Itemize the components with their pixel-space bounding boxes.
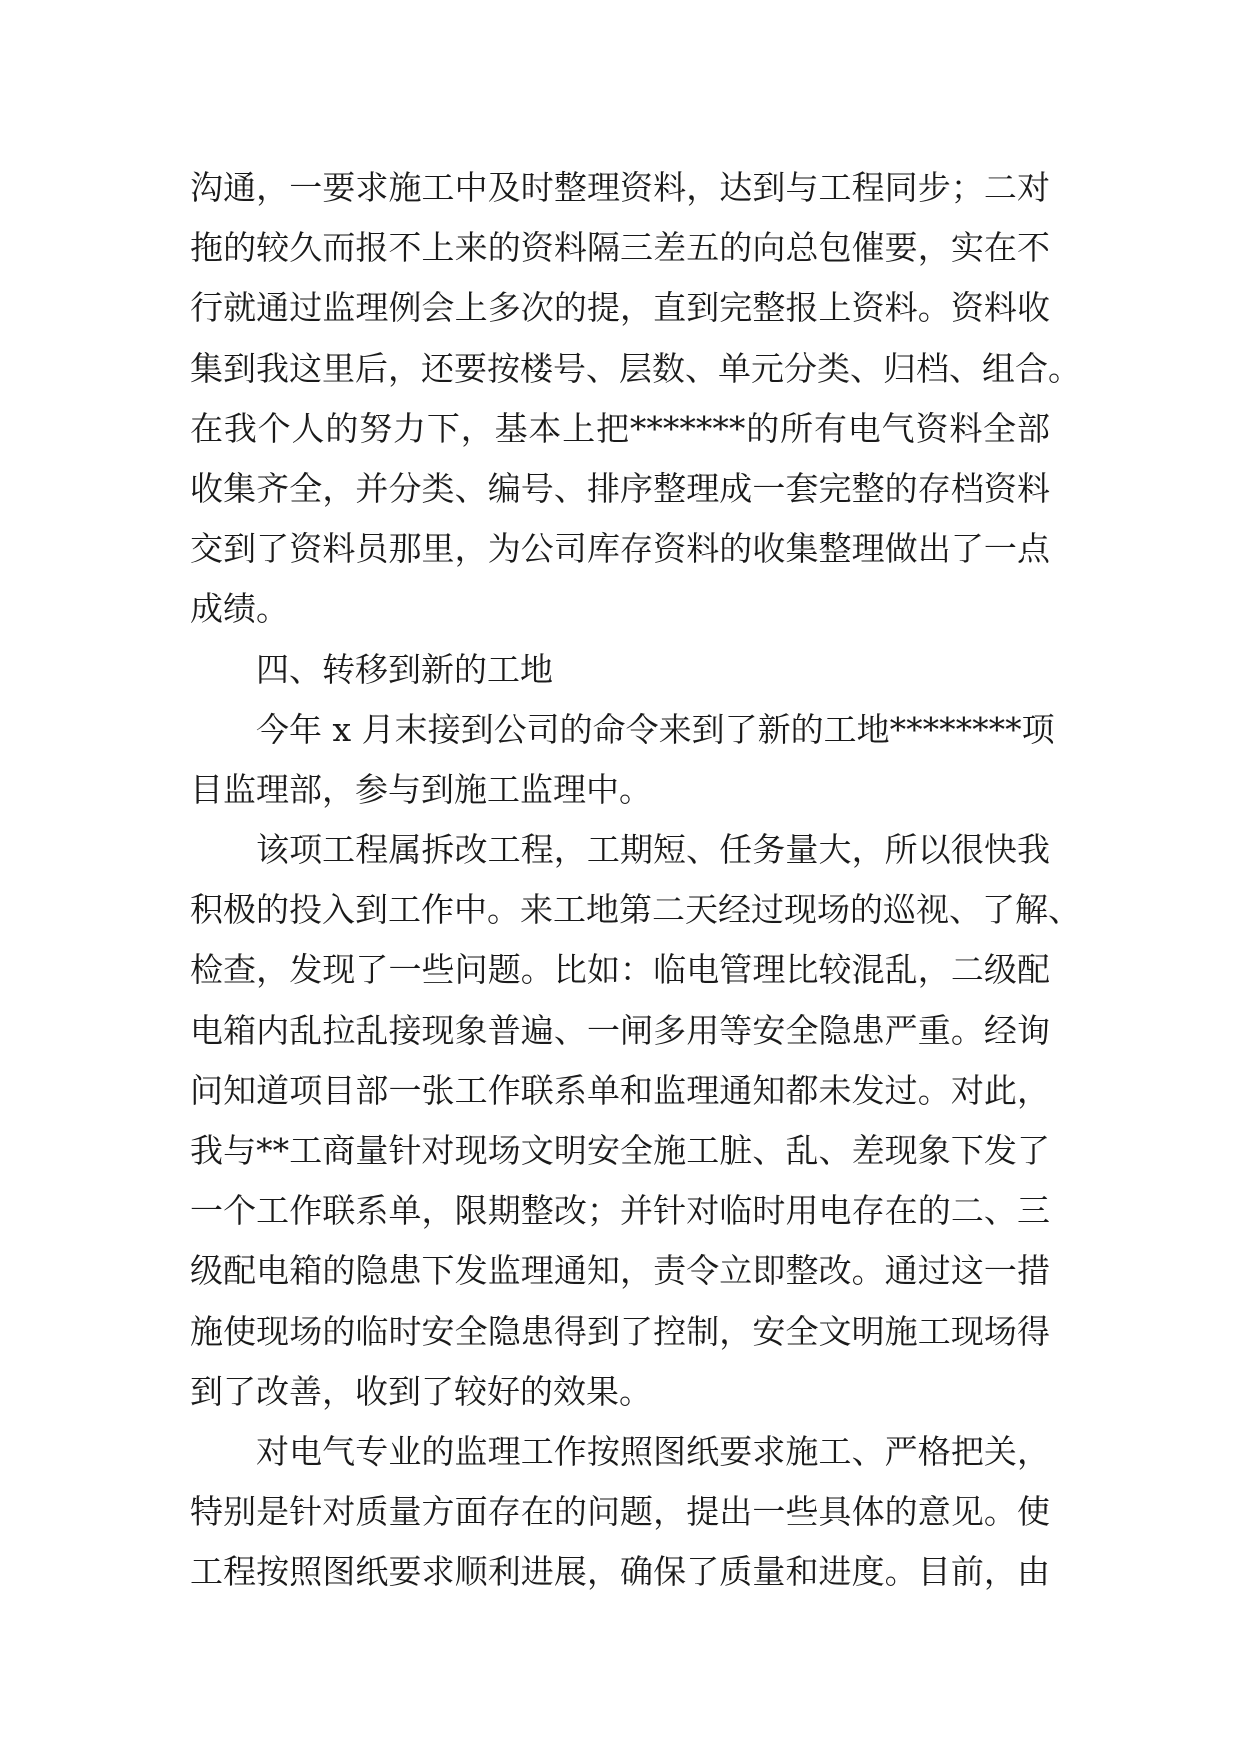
text-line: 目监理部，参与到施工监理中。 — [190, 769, 652, 809]
text-line: 交到了资料员那里，为公司库存资料的收集整理做出了一点 — [190, 529, 1050, 569]
text-line: 对电气专业的监理工作按照图纸要求施工、严格把关， — [256, 1431, 1050, 1471]
text-line: 集到我这里后，还要按楼号、层数、单元分类、归档、组合。 — [190, 348, 1081, 388]
text-line: 该项工程属拆改工程，工期短、任务量大，所以很快我 — [256, 830, 1050, 870]
text-line: 电箱内乱拉乱接现象普遍、一闸多用等安全隐患严重。经询 — [190, 1010, 1050, 1050]
text-line: 拖的较久而报不上来的资料隔三差五的向总包催要，实在不 — [190, 228, 1050, 268]
text-line: 积极的投入到工作中。来工地第二天经过现场的巡视、了解、 — [190, 890, 1081, 930]
text-line: 工程按照图纸要求顺利进展，确保了质量和进度。目前，由 — [190, 1552, 1050, 1592]
text-line: 行就通过监理例会上多次的提，直到完整报上资料。资料收 — [190, 288, 1050, 328]
text-line: 到了改善，收到了较好的效果。 — [190, 1371, 652, 1411]
text-line: 问知道项目部一张工作联系单和监理通知都未发过。对此， — [190, 1070, 1050, 1110]
text-line: 一个工作联系单，限期整改；并针对临时用电存在的二、三 — [190, 1191, 1050, 1231]
text-line: 沟通，一要求施工中及时整理资料，达到与工程同步；二对 — [190, 168, 1050, 207]
text-line: 在我个人的努力下，基本上把*******的所有电气资料全部 — [190, 408, 1050, 448]
text-line: 我与**工商量针对现场文明安全施工脏、乱、差现象下发了 — [190, 1131, 1050, 1170]
text-line: 今年 x 月末接到公司的命令来到了新的工地********项 — [256, 709, 1055, 749]
text-line: 成绩。 — [190, 589, 289, 629]
document-body — [190, 158, 1081, 1603]
text-line: 级配电箱的隐患下发监理通知，责令立即整改。通过这一措 — [190, 1251, 1050, 1291]
text-line: 收集齐全，并分类、编号、排序整理成一套完整的存档资料 — [190, 468, 1050, 508]
text-line: 特别是针对质量方面存在的问题，提出一些具体的意见。使 — [190, 1492, 1050, 1532]
text-line: 检查，发现了一些问题。比如：临电管理比较混乱，二级配 — [190, 950, 1050, 990]
text-line: 施使现场的临时安全隐患得到了控制，安全文明施工现场得 — [190, 1311, 1050, 1351]
text-line: 四、转移到新的工地 — [256, 649, 553, 689]
